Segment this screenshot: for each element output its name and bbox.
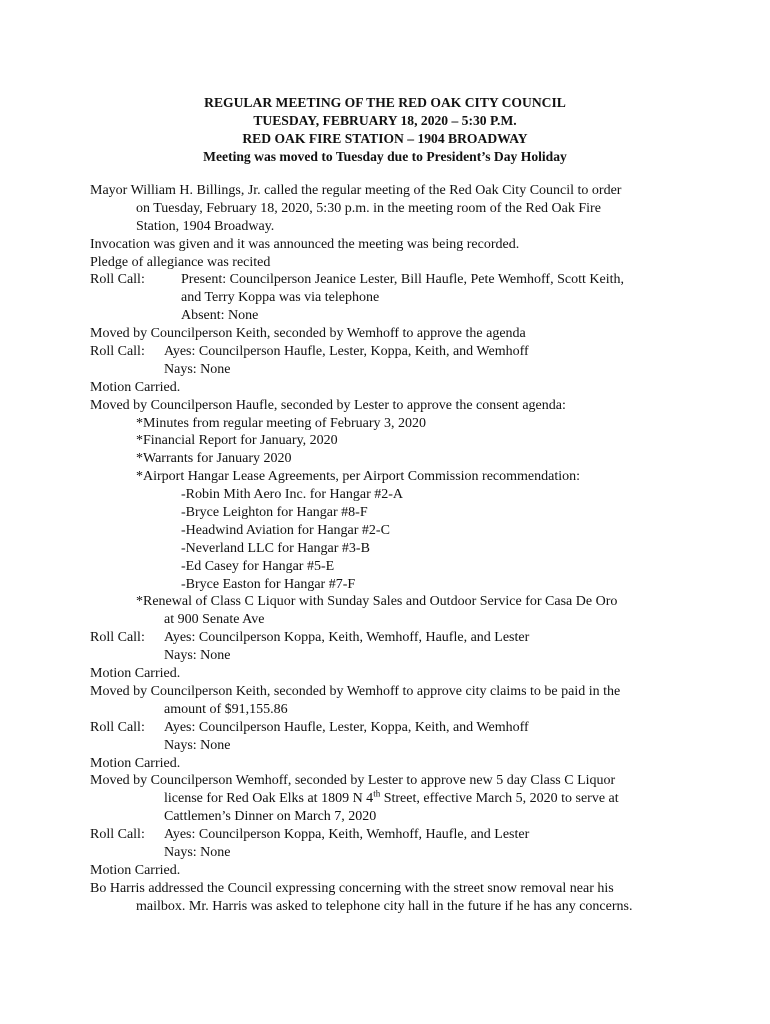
nays-line: Nays: None [164,737,231,753]
roll-call-vote [90,629,730,647]
public-comment-continuation: mailbox. Mr. Harris was asked to telephone city hall in the future if he has any concerns. [136,898,633,914]
hangar-item: -Bryce Easton for Hangar #7-F [181,576,356,592]
ayes-text: Ayes: Councilperson Koppa, Keith, Wemhoff, Haufle, and Lester [164,630,530,646]
present-continuation: and Terry Koppa was via telephone [181,290,380,306]
motion-claims: Moved by Councilperson Keith, seconded by Wemhoff to approve city claims to be paid in the [90,683,621,699]
absent-line: Absent: None [181,308,259,324]
nays-line: Nays: None [164,648,231,664]
invocation-line: Invocation was given and it was announced the meeting was being recorded. [90,236,520,252]
call-to-order-line: Mayor William H. Billings, Jr. called the regular meeting of the Red Oak City Council to order [90,183,622,198]
nays-line: Nays: None [164,361,231,377]
minutes-body [90,182,730,916]
roll-call-label: Roll Call: [90,630,145,646]
ayes-text: Ayes: Councilperson Haufle, Lester, Koppa, Keith, and Wemhoff [164,344,529,360]
nays-line: Nays: None [164,844,231,860]
present-text: Present: Councilperson Jeanice Lester, Bill Haufle, Pete Wemhoff, Scott Keith, [181,272,624,288]
motion-liquor-license: Moved by Councilperson Wemhoff, seconded by Lester to approve new 5 day Class C Liquor [90,773,616,789]
motion-consent-agenda: Moved by Councilperson Haufle, seconded by Lester to approve the consent agenda: [90,397,566,413]
call-to-order-line: on Tuesday, February 18, 2020, 5:30 p.m. in the meeting room of the Red Oak Fire [136,200,601,216]
ayes-text: Ayes: Councilperson Haufle, Lester, Koppa, Keith, and Wemhoff [164,719,529,735]
consent-item-continuation: at 900 Senate Ave [164,612,265,628]
consent-item: *Minutes from regular meeting of February 3, 2020 [136,415,427,431]
motion-carried: Motion Carried. [90,862,181,878]
consent-item: *Warrants for January 2020 [136,451,292,467]
roll-call-label: Roll Call: [90,719,145,735]
consent-item: *Airport Hangar Lease Agreements, per Airport Commission recommendation: [136,469,581,485]
consent-item: *Renewal of Class C Liquor with Sunday Sales and Outdoor Service for Casa De Oro [136,594,618,610]
public-comment: Bo Harris addressed the Council expressing concerning with the street snow removal near his [90,880,614,896]
motion-carried: Motion Carried. [90,755,181,771]
liquor-text-post: Street, effective March 5, 2020 to serve at [380,791,619,807]
motion-agenda: Moved by Councilperson Keith, seconded by Wemhoff to approve the agenda [90,326,526,342]
motion-liquor-license-continuation: Cattlemen’s Dinner on March 7, 2020 [164,809,377,825]
hangar-item: -Bryce Leighton for Hangar #8-F [181,505,368,521]
hangar-item: -Neverland LLC for Hangar #3-B [181,540,370,556]
ordinal-suffix: th [373,788,381,799]
ayes-text: Ayes: Councilperson Koppa, Keith, Wemhoff, Haufle, and Lester [164,827,530,843]
consent-item: *Financial Report for January, 2020 [136,433,338,449]
motion-carried: Motion Carried. [90,379,181,395]
hangar-item: -Ed Casey for Hangar #5-E [181,558,335,574]
roll-call-label: Roll Call: [90,827,145,843]
motion-claims-continuation: amount of $91,155.86 [164,701,288,717]
header-date: TUESDAY, FEBRUARY 18, 2020 – 5:30 P.M. [253,113,517,129]
roll-call-label: Roll Call: [90,272,145,288]
roll-call-vote [90,719,730,737]
roll-call-present [90,271,730,289]
meeting-header [0,94,770,166]
roll-call-vote [90,343,730,361]
liquor-text-pre: license for Red Oak Elks at 1809 N 4 [164,791,374,807]
roll-call-vote [90,826,730,844]
call-to-order-line: Station, 1904 Broadway. [136,218,275,234]
header-title: REGULAR MEETING OF THE RED OAK CITY COUNCIL [204,95,566,110]
header-note: Meeting was moved to Tuesday due to President’s Day Holiday [203,149,567,165]
motion-carried: Motion Carried. [90,666,181,682]
hangar-item: -Robin Mith Aero Inc. for Hangar #2-A [181,487,404,503]
pledge-line: Pledge of allegiance was recited [90,254,271,270]
header-location: RED OAK FIRE STATION – 1904 BROADWAY [242,131,528,147]
motion-liquor-license-continuation [90,790,730,808]
hangar-item: -Headwind Aviation for Hangar #2-C [181,522,390,538]
roll-call-label: Roll Call: [90,344,145,360]
